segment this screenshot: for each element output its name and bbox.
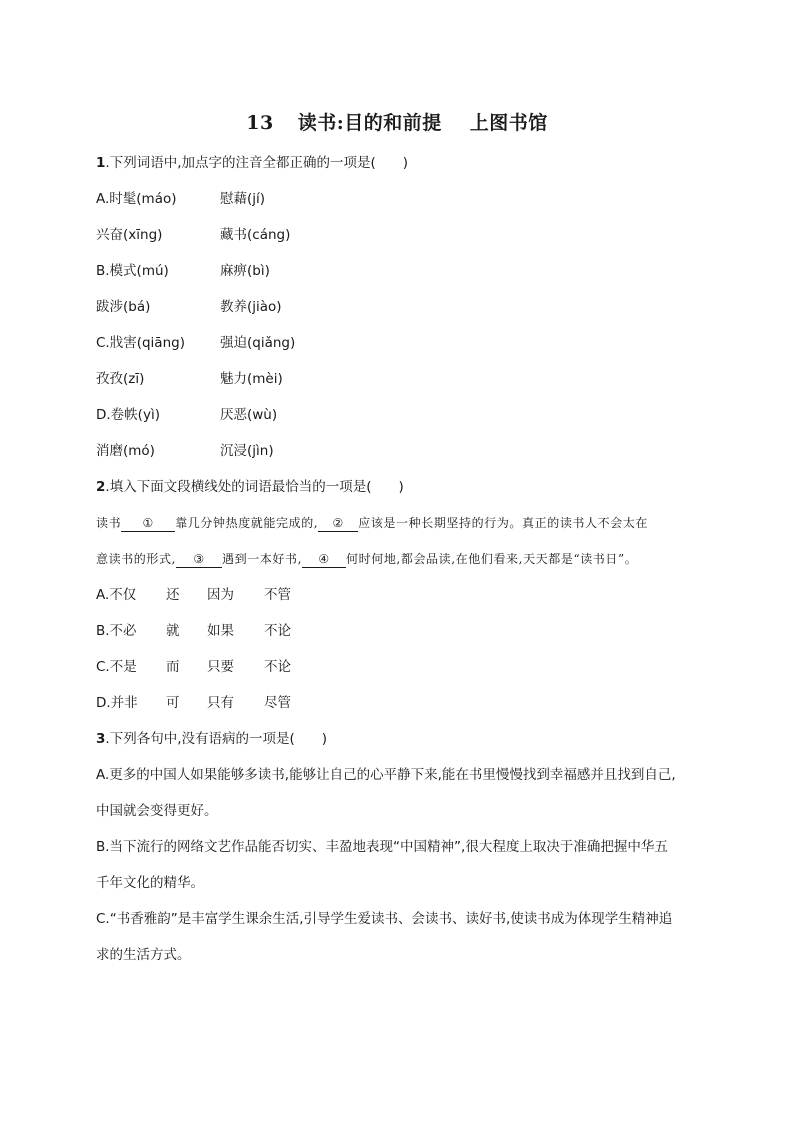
q1-option-b-3: 跋涉(bá) xyxy=(96,299,151,315)
blank-3: ③ xyxy=(176,551,222,568)
page-title xyxy=(0,108,794,135)
q1-option-b-1: B.模式(mú) xyxy=(96,263,169,279)
q2-option-d: D.并非 可 只有 尽管 xyxy=(96,695,291,711)
q3-option-a-line-2: 中国就会变得更好。 xyxy=(96,803,218,819)
q1-option-b-4: 教养(jiào) xyxy=(220,299,282,315)
q3-option-c-line-1: C.“书香雅韵”是丰富学生课余生活,引导学生爱读书、会读书、读好书,使读书成为体现学生精神追 xyxy=(96,911,673,927)
blank-1: ① xyxy=(121,515,175,532)
q1-option-a-3: 兴奋(xīng) xyxy=(96,227,163,243)
q1-option-c-1: C.戕害(qiāng) xyxy=(96,335,185,351)
q1-option-d-4: 沉浸(jìn) xyxy=(220,443,274,459)
q2-passage-line-2: 意读书的形式, ③ 遇到一本好书, ④ 何时何地,都会品读,在他们看来,天天都是“读书日”。 xyxy=(96,552,638,566)
question-1-stem: 1.下列词语中,加点字的注音全都正确的一项是( ) xyxy=(96,155,409,171)
lesson-subtitle: 上图书馆 xyxy=(469,112,548,134)
q1-option-a-1: A.时髦(máo) xyxy=(96,191,177,207)
q1-option-a-2: 慰藉(jí) xyxy=(220,191,266,207)
q3-option-a-line-1: A.更多的中国人如果能够多读书,能够让自己的心平静下来,能在书里慢慢找到幸福感并且找到自己, xyxy=(96,767,676,783)
q2-option-a: A.不仅 还 因为 不管 xyxy=(96,587,291,603)
question-3-stem: 3.下列各句中,没有语病的一项是( ) xyxy=(96,731,328,747)
q2-option-b: B.不必 就 如果 不论 xyxy=(96,623,291,639)
question-2-stem: 2.填入下面文段横线处的词语最恰当的一项是( ) xyxy=(96,479,404,495)
lesson-number: 13 xyxy=(246,112,274,134)
q1-option-d-1: D.卷帙(yì) xyxy=(96,407,160,423)
q1-option-c-3: 孜孜(zī) xyxy=(96,371,145,387)
lesson-title: 读书:目的和前提 xyxy=(297,112,442,134)
q1-option-d-3: 消磨(mó) xyxy=(96,443,155,459)
q1-option-d-2: 厌恶(wù) xyxy=(220,407,278,423)
blank-4: ④ xyxy=(302,551,346,568)
q2-option-c: C.不是 而 只要 不论 xyxy=(96,659,291,675)
q3-option-b-line-2: 千年文化的精华。 xyxy=(96,875,204,891)
q3-option-c-line-2: 求的生活方式。 xyxy=(96,947,191,963)
blank-2: ② xyxy=(318,515,358,532)
q1-option-c-4: 魅力(mèi) xyxy=(220,371,283,387)
q2-passage-line-1: 读书 ① 靠几分钟热度就能完成的, ② 应该是一种长期坚持的行为。真正的读书人不会太在 xyxy=(96,516,649,530)
q1-option-c-2: 强迫(qiǎng) xyxy=(220,335,296,351)
q3-option-b-line-1: B.当下流行的网络文艺作品能否切实、丰盈地表现“中国精神”,很大程度上取决于准确把握中华五 xyxy=(96,839,668,855)
q1-option-b-2: 麻痹(bì) xyxy=(220,263,270,279)
q1-option-a-4: 藏书(cáng) xyxy=(220,227,291,243)
